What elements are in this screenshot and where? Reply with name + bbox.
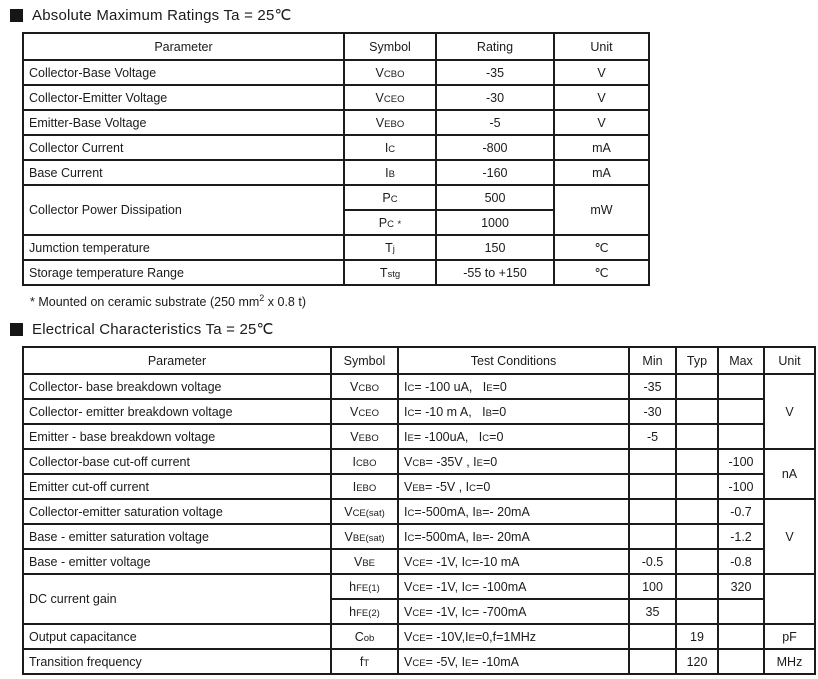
cell-unit: ℃: [554, 235, 649, 260]
cell-unit: mA: [554, 135, 649, 160]
cell-symbol: hFE(2): [331, 599, 398, 624]
cell-symbol: IEBO: [331, 474, 398, 499]
cell-rating: -5: [436, 110, 554, 135]
cell-symbol: PC: [344, 185, 436, 210]
cell-min: -30: [629, 399, 676, 424]
cell-unit: mA: [554, 160, 649, 185]
cell-unit: MHz: [764, 649, 815, 674]
cell-min: 35: [629, 599, 676, 624]
cell-parameter: DC current gain: [23, 574, 331, 624]
table-row: [23, 160, 649, 185]
cell-max: -0.7: [718, 499, 764, 524]
cell-max: [718, 649, 764, 674]
cell-parameter: Base Current: [23, 160, 344, 185]
square-bullet-icon: [10, 323, 23, 336]
cell-parameter: Emitter-Base Voltage: [23, 110, 344, 135]
cell-condition: VCB= -35V , IE=0: [398, 449, 629, 474]
electrical-characteristics-table: [22, 346, 816, 675]
cell-unit: mW: [554, 185, 649, 235]
cell-condition: IC=-500mA, IB=- 20mA: [398, 524, 629, 549]
table-row: [23, 110, 649, 135]
header-parameter: Parameter: [23, 347, 331, 374]
cell-min: [629, 624, 676, 649]
cell-parameter: Collector Current: [23, 135, 344, 160]
cell-condition: IC= -10 m A, IB=0: [398, 399, 629, 424]
cell-min: -35: [629, 374, 676, 399]
footnote-superscript: 2: [259, 293, 265, 303]
cell-condition: IC= -100 uA, IE=0: [398, 374, 629, 399]
header-max: Max: [718, 347, 764, 374]
table-row: [23, 524, 815, 549]
cell-max: [718, 374, 764, 399]
cell-symbol: VCE(sat): [331, 499, 398, 524]
cell-max: -100: [718, 449, 764, 474]
cell-typ: [676, 399, 718, 424]
cell-typ: [676, 499, 718, 524]
cell-typ: [676, 374, 718, 399]
cell-parameter: Base - emitter voltage: [23, 549, 331, 574]
cell-rating: 150: [436, 235, 554, 260]
cell-symbol: VEBO: [344, 110, 436, 135]
cell-symbol: VEBO: [331, 424, 398, 449]
cell-min: [629, 524, 676, 549]
cell-symbol: PC *: [344, 210, 436, 235]
cell-parameter: Jumction temperature: [23, 235, 344, 260]
cell-symbol: VCEO: [344, 85, 436, 110]
cell-symbol: IB: [344, 160, 436, 185]
section-title-text: Absolute Maximum Ratings Ta = 25℃: [32, 7, 292, 24]
cell-rating: -30: [436, 85, 554, 110]
table-row: [23, 574, 815, 599]
cell-condition: VCE= -1V, IC= -100mA: [398, 574, 629, 599]
cell-symbol: hFE(1): [331, 574, 398, 599]
header-unit: Unit: [554, 33, 649, 60]
section-title-electrical-characteristics: [10, 320, 818, 338]
table-row: [23, 499, 815, 524]
table-row: [23, 374, 815, 399]
cell-condition: VCE= -1V, IC= -700mA: [398, 599, 629, 624]
cell-parameter: Transition frequency: [23, 649, 331, 674]
table-footnote: [30, 293, 818, 309]
cell-unit: V: [764, 374, 815, 449]
table-row: [23, 235, 649, 260]
table-row: [23, 474, 815, 499]
cell-unit: [764, 574, 815, 624]
cell-typ: 19: [676, 624, 718, 649]
table-row: [23, 624, 815, 649]
cell-symbol: ICBO: [331, 449, 398, 474]
cell-condition: VCE= -5V, IE= -10mA: [398, 649, 629, 674]
cell-rating: -55 to +150: [436, 260, 554, 285]
table-row: [23, 449, 815, 474]
cell-rating: -35: [436, 60, 554, 85]
cell-max: [718, 399, 764, 424]
table-row: [23, 260, 649, 285]
cell-min: -5: [629, 424, 676, 449]
table-header-row: [23, 347, 815, 374]
cell-condition: VCE= -1V, IC=-10 mA: [398, 549, 629, 574]
header-unit: Unit: [764, 347, 815, 374]
cell-unit: V: [764, 499, 815, 574]
cell-parameter: Collector Power Dissipation: [23, 185, 344, 235]
table-header-row: [23, 33, 649, 60]
header-test-conditions: Test Conditions: [398, 347, 629, 374]
cell-parameter: Collector-Base Voltage: [23, 60, 344, 85]
cell-typ: [676, 549, 718, 574]
cell-rating: 500: [436, 185, 554, 210]
cell-symbol: VCEO: [331, 399, 398, 424]
cell-parameter: Emitter cut-off current: [23, 474, 331, 499]
cell-parameter: Storage temperature Range: [23, 260, 344, 285]
cell-symbol: fT: [331, 649, 398, 674]
cell-typ: [676, 524, 718, 549]
cell-parameter: Collector- base breakdown voltage: [23, 374, 331, 399]
table-row: [23, 549, 815, 574]
cell-unit: V: [554, 60, 649, 85]
cell-parameter: Collector- emitter breakdown voltage: [23, 399, 331, 424]
cell-max: -100: [718, 474, 764, 499]
header-parameter: Parameter: [23, 33, 344, 60]
cell-condition: VEB= -5V , IC=0: [398, 474, 629, 499]
cell-min: 100: [629, 574, 676, 599]
header-rating: Rating: [436, 33, 554, 60]
header-symbol: Symbol: [331, 347, 398, 374]
absolute-maximum-ratings-table: [22, 32, 650, 286]
cell-typ: [676, 599, 718, 624]
cell-symbol: Tj: [344, 235, 436, 260]
cell-parameter: Base - emitter saturation voltage: [23, 524, 331, 549]
cell-min: [629, 649, 676, 674]
cell-condition: IC=-500mA, IB=- 20mA: [398, 499, 629, 524]
cell-min: -0.5: [629, 549, 676, 574]
cell-min: [629, 499, 676, 524]
cell-rating: -800: [436, 135, 554, 160]
footnote-text-end: x 0.8 t): [264, 295, 306, 310]
cell-symbol: VCBO: [331, 374, 398, 399]
cell-unit: ℃: [554, 260, 649, 285]
table-row: [23, 424, 815, 449]
cell-symbol: VCBO: [344, 60, 436, 85]
cell-max: 320: [718, 574, 764, 599]
footnote-text: * Mounted on ceramic substrate (250 mm: [30, 295, 260, 310]
cell-rating: -160: [436, 160, 554, 185]
cell-max: -0.8: [718, 549, 764, 574]
cell-symbol: VBE(sat): [331, 524, 398, 549]
table-row: [23, 85, 649, 110]
header-min: Min: [629, 347, 676, 374]
cell-condition: IE= -100uA, IC=0: [398, 424, 629, 449]
cell-typ: 120: [676, 649, 718, 674]
cell-min: [629, 474, 676, 499]
cell-parameter: Emitter - base breakdown voltage: [23, 424, 331, 449]
cell-unit: V: [554, 110, 649, 135]
cell-condition: VCE= -10V,IE=0,f=1MHz: [398, 624, 629, 649]
cell-symbol: IC: [344, 135, 436, 160]
cell-parameter: Collector-emitter saturation voltage: [23, 499, 331, 524]
cell-max: [718, 424, 764, 449]
cell-unit: pF: [764, 624, 815, 649]
table-row: [23, 649, 815, 674]
cell-unit: V: [554, 85, 649, 110]
table-row: [23, 399, 815, 424]
header-typ: Typ: [676, 347, 718, 374]
square-bullet-icon: [10, 9, 23, 22]
section-title-text: Electrical Characteristics Ta = 25℃: [32, 321, 274, 339]
cell-unit: nA: [764, 449, 815, 499]
cell-typ: [676, 449, 718, 474]
section-title-absolute-maximum-ratings: [10, 6, 818, 24]
cell-parameter: Output capacitance: [23, 624, 331, 649]
cell-parameter: Collector-base cut-off current: [23, 449, 331, 474]
table-row: [23, 135, 649, 160]
table-row: [23, 185, 649, 210]
header-symbol: Symbol: [344, 33, 436, 60]
cell-rating: 1000: [436, 210, 554, 235]
cell-parameter: Collector-Emitter Voltage: [23, 85, 344, 110]
table-row: [23, 60, 649, 85]
cell-symbol: VBE: [331, 549, 398, 574]
cell-typ: [676, 474, 718, 499]
cell-typ: [676, 424, 718, 449]
cell-typ: [676, 574, 718, 599]
cell-min: [629, 449, 676, 474]
cell-max: [718, 599, 764, 624]
cell-max: -1.2: [718, 524, 764, 549]
cell-symbol: Tstg: [344, 260, 436, 285]
cell-max: [718, 624, 764, 649]
cell-symbol: Cob: [331, 624, 398, 649]
